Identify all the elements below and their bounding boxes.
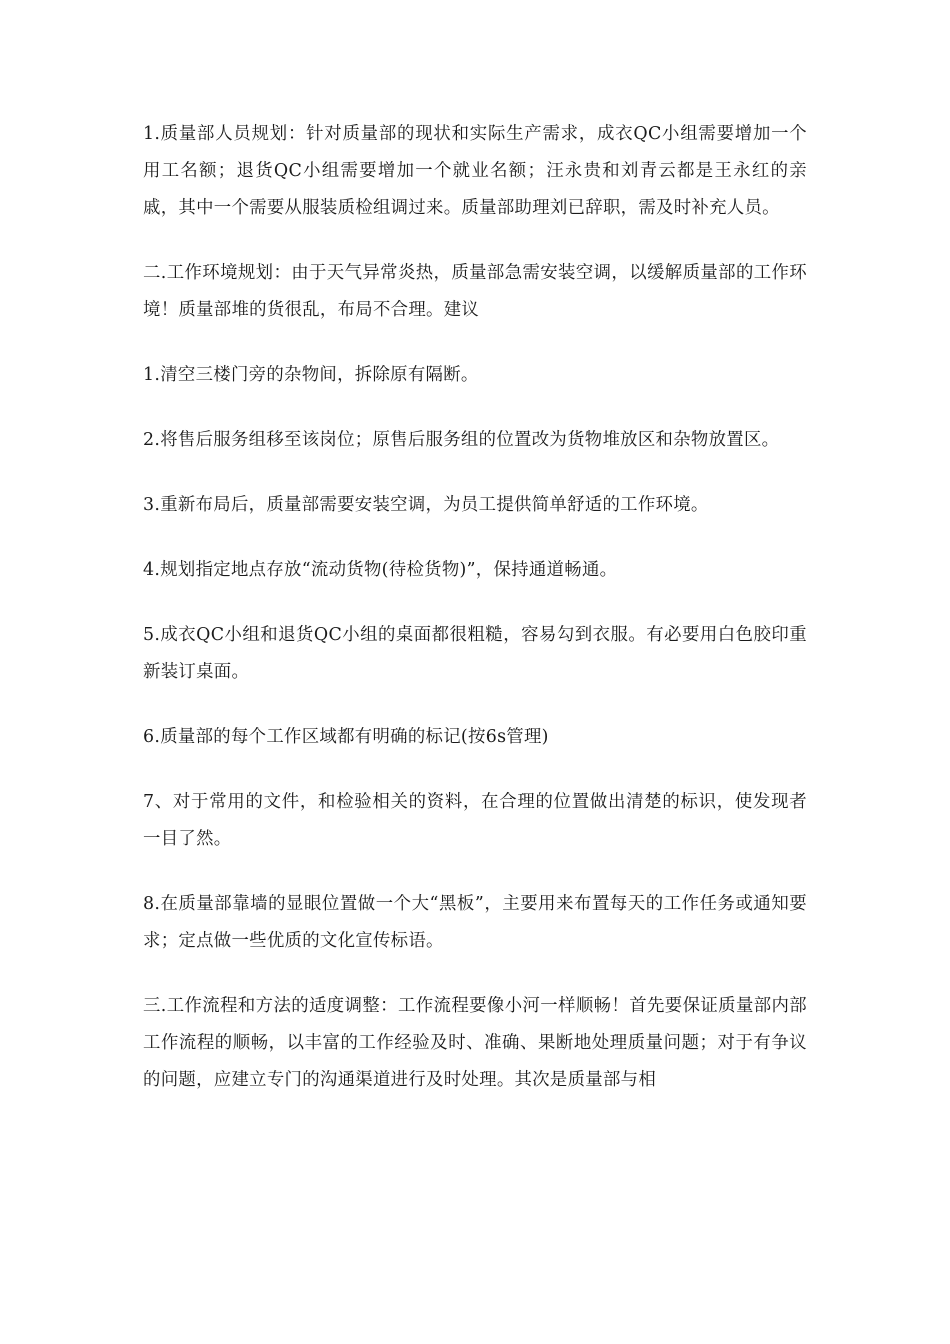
paragraph-item-8: 8.在质量部靠墙的显眼位置做一个大“黑板”，主要用来布置每天的工作任务或通知要求；定点做一些优质的文化宣传标语。 [143,894,807,951]
paragraph-item-4: 4.规划指定地点存放“流动货物(待检货物)”，保持通道畅通。 [143,560,618,580]
paragraph-environment-plan: 二.工作环境规划：由于天气异常炎热，质量部急需安装空调，以缓解质量部的工作环境！质量部堆的货很乱，布局不合理。建议 [143,263,807,320]
paragraph-workflow-adjustment: 三.工作流程和方法的适度调整：工作流程要像小河一样顺畅！首先要保证质量部内部工作流程的顺畅，以丰富的工作经验及时、准确、果断地处理质量问题；对于有争议的问题，应建立专门的沟通渠道进行及时处理。其次是质量部与相 [143,996,807,1090]
paragraph-item-3: 3.重新布局后，质量部需要安装空调，为员工提供简单舒适的工作环境。 [143,495,709,515]
paragraph-staffing-plan: 1.质量部人员规划：针对质量部的现状和实际生产需求，成衣QC小组需要增加一个用工名额；退货QC小组需要增加一个就业名额；汪永贵和刘青云都是王永红的亲戚，其中一个需要从服装质检组调过来。质量部助理刘已辞职，需及时补充人员。 [143,124,807,218]
paragraph-item-2: 2.将售后服务组移至该岗位；原售后服务组的位置改为货物堆放区和杂物放置区。 [143,430,780,450]
paragraph-item-1: 1.清空三楼门旁的杂物间，拆除原有隔断。 [143,365,479,385]
paragraph-item-7: 7、对于常用的文件，和检验相关的资料，在合理的位置做出清楚的标识，使发现者一目了然。 [143,792,807,849]
paragraph-item-5: 5.成衣QC小组和退货QC小组的桌面都很粗糙，容易勾到衣服。有必要用白色胶印重新装订桌面。 [143,625,807,682]
document-body [143,116,807,1126]
paragraph-item-6: 6.质量部的每个工作区域都有明确的标记(按6s管理) [143,727,549,747]
